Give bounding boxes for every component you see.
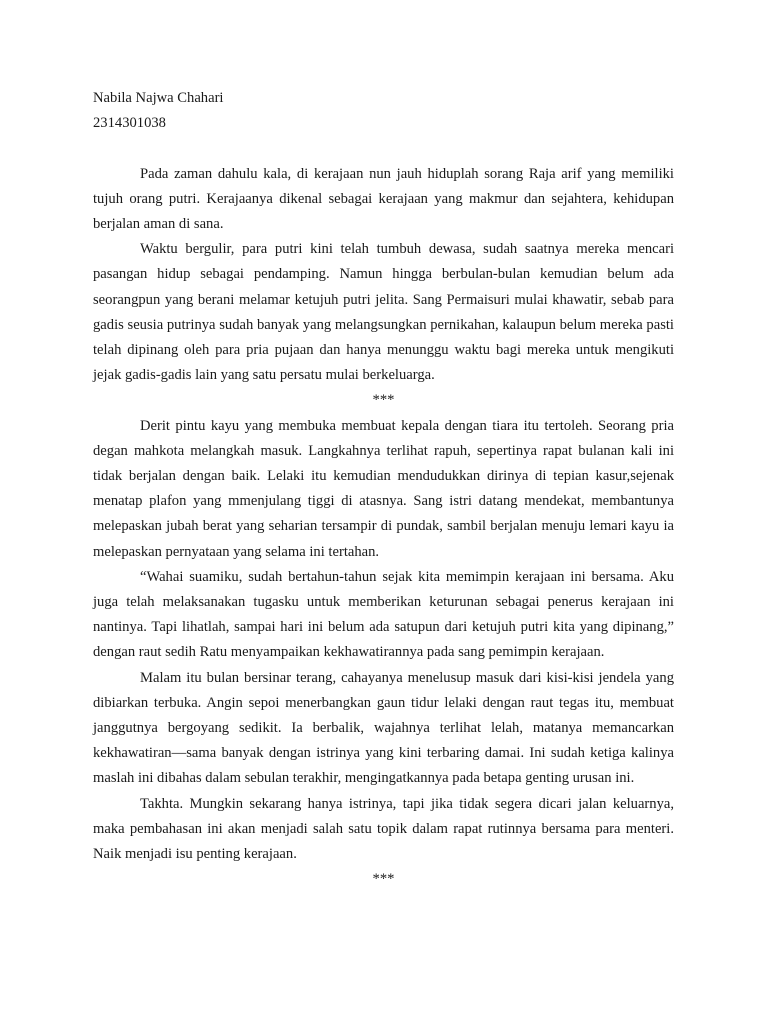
story-paragraph: Takhta. Mungkin sekarang hanya istrinya, tapi jika tidak segera dicari jalan keluarnya, maka pembahasan ini akan menjadi salah satu topik dalam rapat rutinnya bersama para menteri. Naik menjadi isu penting kerajaan. xyxy=(93,795,674,863)
student-id: 2314301038 xyxy=(93,115,166,132)
scene-separator: *** xyxy=(372,871,395,888)
scene-separator: *** xyxy=(372,392,395,409)
header-spacer xyxy=(93,136,674,161)
story-paragraph: Waktu bergulir, para putri kini telah tumbuh dewasa, sudah saatnya mereka mencari pasangan hidup sebagai pendamping. Namun hingga berbulan-bulan kemudian belum ada seorangpun yang berani melamar ketujuh putri jelita. Sang Permaisuri mulai khawatir, sebab para gadis seusia putrinya sudah banyak yang melangsungkan pernikahan, kalaupun belum mereka pasti telah dipinang oleh para pria pujaan dan hanya menunggu waktu bagi mereka untuk mengikuti jejak gadis-gadis lain yang satu persatu mulai berkeluarga. xyxy=(93,241,674,384)
story-paragraph: Pada zaman dahulu kala, di kerajaan nun jauh hiduplah sorang Raja arif yang memiliki tujuh orang putri. Kerajaanya dikenal sebagai kerajaan yang makmur dan sejahtera, kehidupan berjalan aman di sana. xyxy=(93,165,674,232)
story-paragraph: Malam itu bulan bersinar terang, cahayanya menelusup masuk dari kisi-kisi jendela yang dibiarkan terbuka. Angin sepoi menerbangkan gaun tidur lelaki dengan raut tegas itu, membuat janggutnya bergoyang sedikit. Ia berbalik, wajahnya terlihat lelah, matanya memancarkan kekhawatiran—sama banyak dengan istrinya yang kini terbaring damai. Ini sudah ketiga kalinya maslah ini dibahas dalam sebulan terakhir, mengingatkannya pada betapa genting urusan ini. xyxy=(93,669,674,787)
author-name: Nabila Najwa Chahari xyxy=(93,90,224,106)
document-body xyxy=(93,86,674,892)
story-paragraph: Derit pintu kayu yang membuka membuat kepala dengan tiara itu tertoleh. Seorang pria degan mahkota melangkah masuk. Langkahnya terlihat rapuh, sepertinya rapat bulanan kali ini tidak berjalan dengan baik. Lelaki itu kemudian mendudukkan dirinya di tepian kasur,sejenak menatap plafon yang mmenjulang tiggi di atasnya. Sang istri datang mendekat, membantunya melepaskan jubah berat yang seharian tersampir di pundak, sambil berjalan menuju lemari kayu ia melepaskan pernyataan yang selama ini tertahan. xyxy=(93,417,674,560)
story-paragraph: “Wahai suamiku, sudah bertahun-tahun sejak kita memimpin kerajaan ini bersama. Aku juga telah melaksanakan tugasku untuk memberikan keturunan sebagai penerus kerajaan ini nantinya. Tapi lihatlah, sampai hari ini belum ada satupun dari ketujuh putri kita yang dipinang,” dengan raut sedih Ratu menyampaikan kekhawatirannya pada sang pemimpin kerajaan. xyxy=(93,568,674,661)
